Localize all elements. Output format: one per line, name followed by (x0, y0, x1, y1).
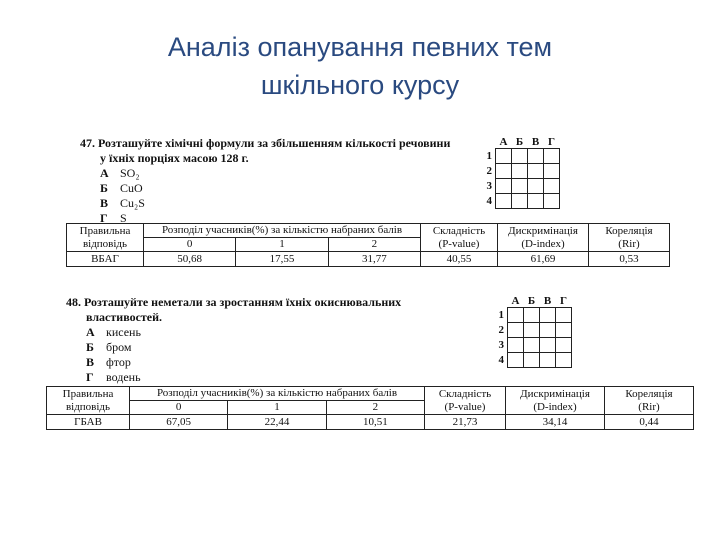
header-difficulty: Складність (P-value) (421, 224, 498, 252)
header-correlation: Кореляція (Rir) (589, 224, 670, 252)
grid-cell[interactable] (524, 308, 540, 323)
cell-answer: ВБАГ (67, 252, 144, 267)
option-b: Б бром (86, 340, 132, 354)
header-score-2: 2 (326, 401, 424, 415)
cell-discrimination: 34,14 (506, 415, 605, 430)
grid-cell[interactable] (540, 308, 556, 323)
grid-cell[interactable] (556, 338, 572, 353)
option-d: Г S (100, 211, 127, 225)
grid-cell[interactable] (508, 338, 524, 353)
header-score-1: 1 (228, 401, 326, 415)
header-score-2: 2 (328, 238, 420, 252)
cell-correlation: 0,53 (589, 252, 670, 267)
grid-cell[interactable] (508, 308, 524, 323)
cell-score-1: 22,44 (228, 415, 326, 430)
grid-cell[interactable] (528, 179, 544, 194)
option-d: Г водень (86, 370, 141, 384)
grid-cell[interactable] (512, 179, 528, 194)
grid-cell[interactable] (496, 164, 512, 179)
cell-score-0: 67,05 (130, 415, 228, 430)
option-b: Б CuO (100, 181, 143, 195)
option-c: В фтор (86, 355, 131, 369)
slide-title (0, 28, 720, 104)
grid-cell[interactable] (556, 353, 572, 368)
cell-discrimination: 61,69 (498, 252, 589, 267)
grid-cell[interactable] (540, 323, 556, 338)
header-distribution: Розподіл учасників(%) за кількістю набраних балів (130, 387, 425, 401)
grid-cell[interactable] (556, 323, 572, 338)
grid-cell[interactable] (496, 149, 512, 164)
grid-cell[interactable] (512, 149, 528, 164)
answer-grid-48: А Б В Г 1 2 3 4 (492, 295, 572, 368)
grid-cell[interactable] (556, 308, 572, 323)
header-discrimination: Дискримінація (D-index) (498, 224, 589, 252)
question-number: 48. (66, 295, 81, 309)
question-number: 47. (80, 136, 95, 150)
grid-cell[interactable] (496, 179, 512, 194)
slide-title-line1: Аналіз опанування певних тем (167, 32, 553, 62)
grid-cell[interactable] (544, 194, 560, 209)
cell-score-1: 17,55 (236, 252, 328, 267)
grid-cell[interactable] (524, 323, 540, 338)
slide-title-line2: шкільного курсу (260, 70, 460, 100)
answer-grid-47: А Б В Г 1 2 3 4 (480, 136, 560, 209)
cell-score-2: 10,51 (326, 415, 424, 430)
cell-score-2: 31,77 (328, 252, 420, 267)
header-score-0: 0 (144, 238, 236, 252)
grid-cell[interactable] (524, 353, 540, 368)
grid-cell[interactable] (524, 338, 540, 353)
grid-cell[interactable] (512, 194, 528, 209)
header-score-0: 0 (130, 401, 228, 415)
header-distribution: Розподіл учасників(%) за кількістю набраних балів (144, 224, 421, 238)
question-stem-cont: властивостей. (86, 310, 163, 324)
grid-cell[interactable] (508, 323, 524, 338)
cell-score-0: 50,68 (144, 252, 236, 267)
header-difficulty: Складність (P-value) (425, 387, 506, 415)
header-discrimination: Дискримінація (D-index) (506, 387, 605, 415)
cell-difficulty: 40,55 (421, 252, 498, 267)
grid-cell[interactable] (528, 194, 544, 209)
grid-cell[interactable] (508, 353, 524, 368)
stats-table-48 (46, 386, 694, 430)
stats-table-47 (66, 223, 670, 267)
question-stem: Розташуйте неметали за зростанням їхніх окиснювальних (84, 295, 402, 309)
header-correlation: Кореляція (Rir) (605, 387, 694, 415)
header-answer: Правильна відповідь (47, 387, 130, 415)
header-score-1: 1 (236, 238, 328, 252)
question-stem: Розташуйте хімічні формули за збільшенням кількості речовини (98, 136, 451, 150)
grid-cell[interactable] (544, 179, 560, 194)
grid-cell[interactable] (540, 338, 556, 353)
cell-correlation: 0,44 (605, 415, 694, 430)
grid-cell[interactable] (528, 164, 544, 179)
option-a: А SO₂ (100, 166, 140, 180)
grid-cell[interactable] (528, 149, 544, 164)
option-a: А кисень (86, 325, 141, 339)
option-c: В Cu₂S (100, 196, 145, 210)
grid-cell[interactable] (512, 164, 528, 179)
grid-cell[interactable] (544, 149, 560, 164)
question-stem-cont: у їхніх порціях масою 128 г. (100, 151, 249, 165)
grid-cell[interactable] (496, 194, 512, 209)
cell-answer: ГБАВ (47, 415, 130, 430)
cell-difficulty: 21,73 (425, 415, 506, 430)
question-48 (66, 295, 496, 385)
header-answer: Правильна відповідь (67, 224, 144, 252)
grid-cell[interactable] (544, 164, 560, 179)
grid-cell[interactable] (540, 353, 556, 368)
question-47 (80, 136, 490, 226)
